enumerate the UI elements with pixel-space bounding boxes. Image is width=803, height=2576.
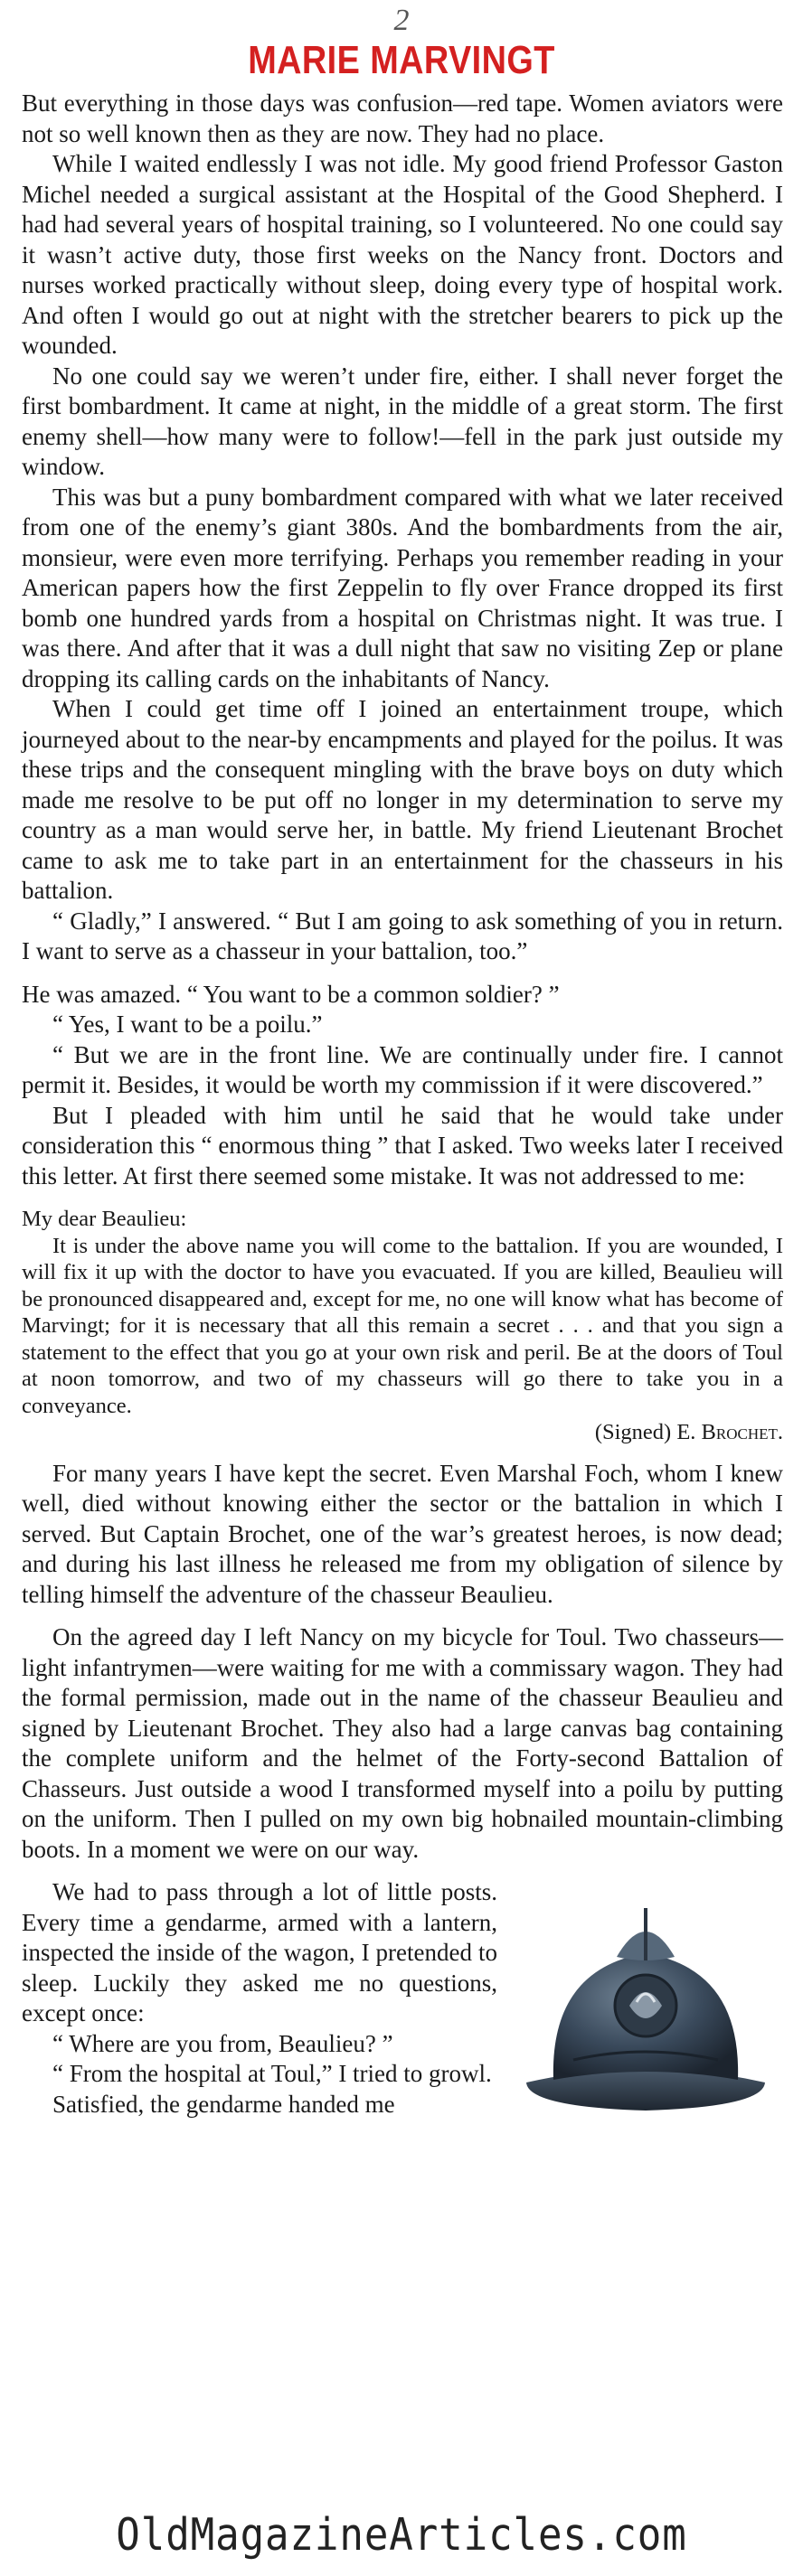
article-body	[22, 89, 783, 2141]
french-adrian-helmet-icon	[510, 1870, 781, 2141]
letter-text: It is under the above name you will come to the battalion. If you are wounded, I will fix it up with the doctor to have you evacuated. If you are killed, Beaulieu will be pronounced disappeared and, except for me, no one will know what has become of Marvingt; for it is necessary that all this remain a secret . . . and that you sign a statement to the effect that you go at your own risk and peril. Be at the doors of Toul at noon tomorrow, and two of my chasseurs will go there to take you in a conveyance.	[22, 1233, 783, 1418]
quoted-letter	[22, 1206, 783, 1446]
paragraph: This was but a puny bombardment compared with what we later received from one of the enemy’s giant 380s. And the bombardments from the air, monsieur, were even more terrifying. Perhaps you remember reading in your American papers how the first Zeppelin to fly over France dropped its first bomb one hundred yards from a hospital on Christmas night. It was true. I was there. And after that it was a dull night that saw no visiting Zep or plane dropping its calling cards on the inhabitants of Nancy.	[22, 483, 783, 692]
paragraph: He was amazed. “ You want to be a common soldier? ”	[22, 980, 560, 1008]
paragraph: We had to pass through a lot of little posts. Every time a gendarme, armed with a lantern, inspected the inside of the wagon, I pretended to sleep. Luckily they asked me no questions, except once:	[22, 1878, 497, 2026]
paragraph: “ Gladly,” I answered. “ But I am going to ask something of you in return. I want to serve as a chasseur in your battalion, too.”	[22, 907, 783, 964]
page-number: 2	[393, 4, 410, 37]
paragraph: When I could get time off I joined an entertainment troupe, which journeyed about to the near-by encampments and played for the poilus. It was these trips and the consequent mingling with the brave boys on duty which made me resolve to be put off no longer in my determination to serve my country as a man would serve her, in battle. My friend Lieutenant Brochet came to ask me to take part in an entertainment for the chasseurs in his battalion.	[22, 695, 783, 904]
paragraph: “ But we are in the front line. We are continually under fire. I cannot permit it. Besides, it would be worth my commission if it were discovered.”	[22, 1040, 783, 1098]
paragraph: For many years I have kept the secret. Even Marshal Foch, whom I knew well, died without knowing either the sector or the battalion in which I served. But Captain Brochet, one of the war’s greatest heroes, is now dead; and during his last illness he released me from my obligation of silence by telling himself the adventure of the chasseur Beaulieu.	[22, 1459, 783, 1608]
letter-signature: E. Brochet.	[676, 1420, 783, 1444]
paragraph: But I pleaded with him until he said that he would take under consideration this “ enormous thing ” that I asked. Two weeks later I received this letter. At first there seemed some mistake. It was not addressed to me:	[22, 1101, 783, 1189]
paragraph: “ Yes, I want to be a poilu.”	[52, 1011, 323, 1038]
paragraph: But everything in those days was confusion—red tape. Women aviators were not so well known then as they are now. They had no place.	[22, 89, 783, 147]
paragraph: “ From the hospital at Toul,” I tried to growl.	[52, 2060, 492, 2087]
article-title: MARIE MARVINGT	[248, 38, 555, 82]
letter-signature-line	[22, 1419, 783, 1446]
paragraph: On the agreed day I left Nancy on my bicycle for Toul. Two chasseurs—light infantrymen—were waiting for me with a commissary wagon. They had the formal permission, made out in the name of the chasseur Beaulieu and signed by Lieutenant Brochet. They also had a large canvas bag containing the complete uniform and the helmet of the Forty-second Battalion of Chasseurs. Just outside a wood I transformed myself into a poilu by putting on the uniform. Then I pulled on my own big hobnailed mountain-climbing boots. In a moment we were on our way.	[22, 1623, 783, 1863]
paragraph: While I waited endlessly I was not idle. My good friend Professor Gaston Michel needed a surgical assistant at the Hospital of the Good Shepherd. I had had several years of hospital training, so I volunteered. No one could say it wasn’t active duty, those first weeks on the Nancy front. Doctors and nurses worked practically without sleep, doing every type of hospital work. And often I would go out at night with the stretcher bearers to pick up the wounded.	[22, 150, 783, 359]
paragraph: “ Where are you from, Beaulieu? ”	[52, 2029, 393, 2057]
letter-salutation: My dear Beaulieu:	[22, 1207, 187, 1231]
letter-signed-label: (Signed)	[594, 1420, 672, 1444]
source-watermark[interactable]: OldMagazineArticles.com	[116, 2509, 687, 2561]
helmet-wrap	[22, 1865, 783, 2141]
paragraph: Satisfied, the gendarme handed me	[52, 2090, 395, 2118]
paragraph: No one could say we weren’t under fire, either. I shall never forget the first bombardment. It came at night, in the middle of a great storm. The first enemy shell—how many were to follow!—fell in the park just outside my window.	[22, 362, 783, 480]
